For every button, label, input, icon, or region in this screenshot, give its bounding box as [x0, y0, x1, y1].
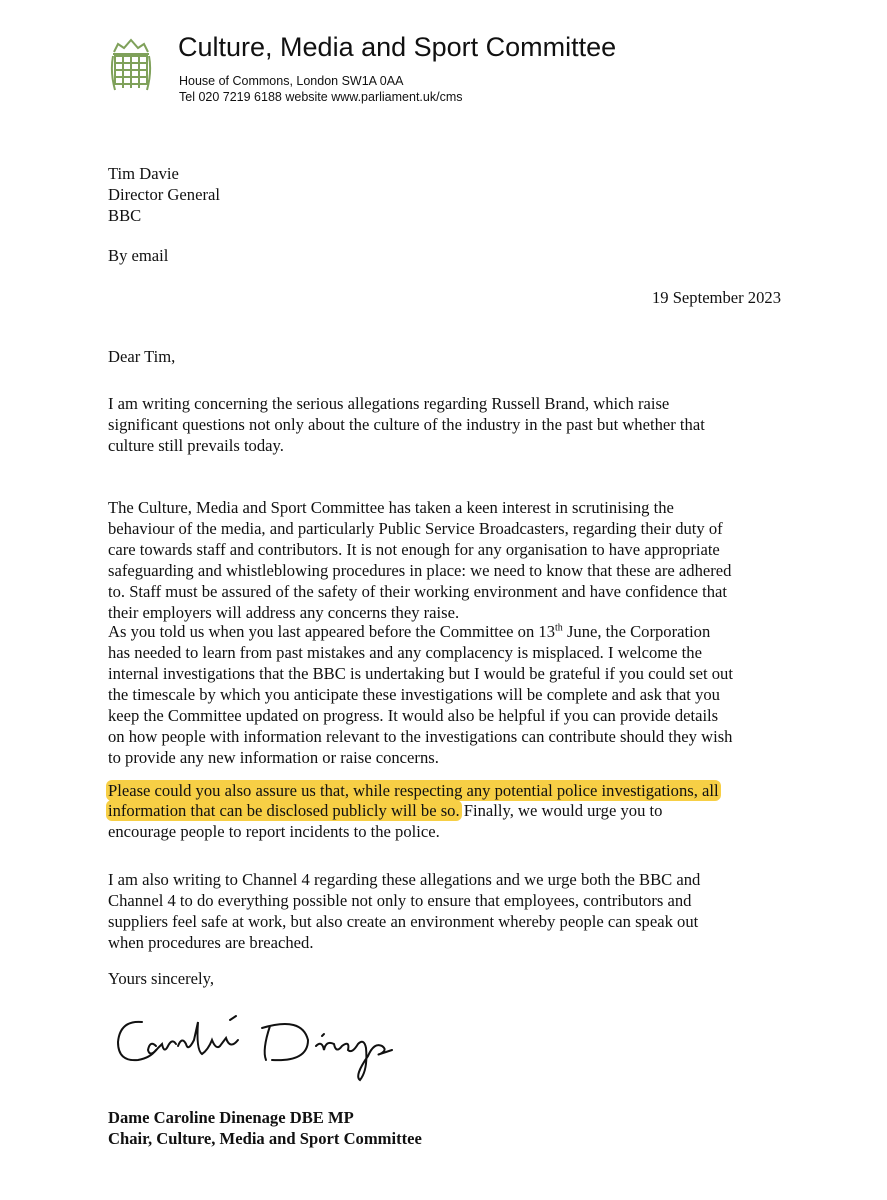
paragraph-line: suppliers feel safe at work, but also create an environment whereby people can speak out	[108, 912, 699, 931]
committee-title: Culture, Media and Sport Committee	[178, 32, 617, 62]
recipient-name: Tim Davie	[108, 164, 179, 183]
paragraph-line: has needed to learn from past mistakes and any complacency is misplaced. I welcome the	[108, 643, 702, 662]
paragraph-line: to. Staff must be assured of the safety of their working environment and have confidence that	[108, 582, 728, 601]
committee-contact: Tel 020 7219 6188 website www.parliament.uk/cms	[179, 90, 463, 104]
recipient-org: BBC	[108, 206, 142, 225]
paragraph-line	[108, 622, 710, 642]
paragraph-line	[108, 801, 662, 821]
paragraph-line: I am writing concerning the serious allegations regarding Russell Brand, which raise	[108, 394, 670, 413]
paragraph-line: Channel 4 to do everything possible not only to ensure that employees, contributors and	[108, 891, 692, 910]
signatory-name: Dame Caroline Dinenage DBE MP	[108, 1108, 354, 1127]
text: Finally, we would urge you to	[459, 801, 663, 820]
signature-icon	[112, 1010, 432, 1085]
committee-address: House of Commons, London SW1A 0AA	[179, 74, 404, 88]
highlighted-text: Please could you also assure us that, while respecting any potential police investigations, all	[108, 781, 719, 800]
paragraph-line: their employers will address any concerns they raise.	[108, 603, 460, 622]
closing: Yours sincerely,	[108, 969, 215, 988]
paragraph-line: encourage people to report incidents to the police.	[108, 822, 440, 841]
paragraph-line: I am also writing to Channel 4 regarding these allegations and we urge both the BBC and	[108, 870, 701, 889]
paragraph-line	[108, 781, 719, 801]
paragraph-line: safeguarding and whistleblowing procedures in place: we need to know that these are adhered	[108, 561, 732, 580]
signatory-title: Chair, Culture, Media and Sport Committee	[108, 1129, 422, 1148]
paragraph-line: significant questions not only about the culture of the industry in the past but whether that	[108, 415, 705, 434]
paragraph-line: internal investigations that the BBC is undertaking but I would be grateful if you could set out	[108, 664, 733, 683]
recipient-role: Director General	[108, 185, 220, 204]
paragraph-line: on how people with information relevant to the investigations can contribute should they wish	[108, 727, 733, 746]
portcullis-logo-icon	[110, 38, 152, 94]
paragraph-line: care towards staff and contributors. It is not enough for any organisation to have appropriate	[108, 540, 720, 559]
paragraph-line: when procedures are breached.	[108, 933, 314, 952]
paragraph-line: culture still prevails today.	[108, 436, 284, 455]
highlighted-text: information that can be disclosed publicly will be so.	[108, 801, 460, 820]
text: As you told us when you last appeared before the Committee on 13	[108, 622, 556, 641]
paragraph-line: to provide any new information or raise concerns.	[108, 748, 439, 767]
paragraph-line: behaviour of the media, and particularly Public Service Broadcasters, regarding their duty of	[108, 519, 723, 538]
paragraph-line: keep the Committee updated on progress. It would also be helpful if you can provide details	[108, 706, 719, 725]
superscript: th	[555, 622, 563, 634]
text: June, the Corporation	[562, 622, 711, 641]
letter-date: 19 September 2023	[651, 288, 781, 307]
salutation: Dear Tim,	[108, 347, 176, 366]
delivery-method: By email	[108, 246, 169, 265]
paragraph-line: the timescale by which you anticipate these investigations will be complete and ask that you	[108, 685, 720, 704]
paragraph-line: The Culture, Media and Sport Committee has taken a keen interest in scrutinising the	[108, 498, 674, 517]
